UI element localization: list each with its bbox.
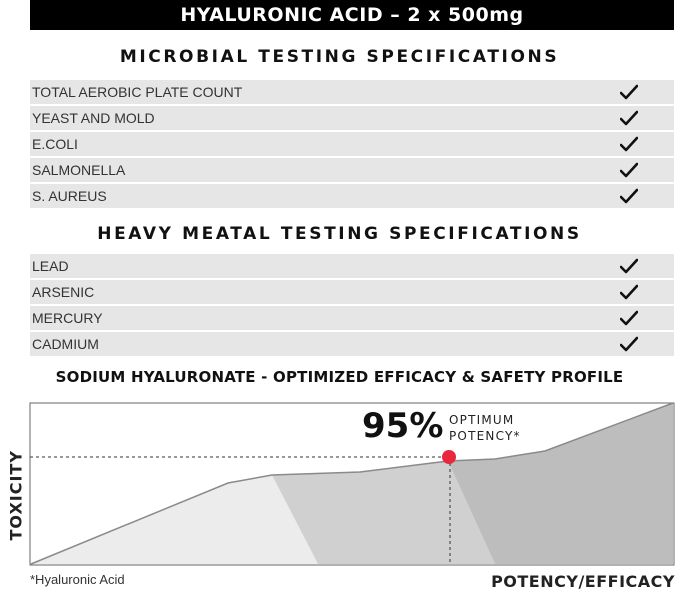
row-label: LEAD	[32, 258, 69, 274]
checkmark-icon	[584, 284, 674, 300]
row-label: CADMIUM	[32, 336, 99, 352]
table-row	[30, 106, 674, 130]
table-row	[30, 80, 674, 104]
checkmark-icon	[584, 110, 674, 126]
row-label: SALMONELLA	[32, 162, 126, 178]
heavy-metal-table	[30, 254, 674, 358]
table-row	[30, 184, 674, 208]
optimum-potency-marker	[442, 450, 456, 464]
checkmark-icon	[584, 336, 674, 352]
checkmark-icon	[584, 136, 674, 152]
table-row	[30, 158, 674, 182]
product-title: HYALURONIC ACID – 2 x 500mg	[180, 4, 524, 26]
checkmark-icon	[584, 258, 674, 274]
table-row	[30, 132, 674, 156]
checkmark-icon	[584, 188, 674, 204]
row-label: E.COLI	[32, 136, 78, 152]
row-label: TOTAL AEROBIC PLATE COUNT	[32, 84, 243, 100]
row-label: S. AUREUS	[32, 188, 107, 204]
potency-value: 95%	[362, 406, 444, 446]
potency-caption	[449, 412, 521, 444]
product-title-bar	[30, 0, 674, 30]
heavy-metal-heading: HEAVY MEATAL TESTING SPECIFICATIONS	[97, 224, 582, 244]
table-row	[30, 332, 674, 356]
footnote: *Hyaluronic Acid	[30, 572, 125, 587]
y-axis-label: TOXICITY	[6, 450, 26, 541]
microbial-heading: MICROBIAL TESTING SPECIFICATIONS	[119, 47, 560, 67]
table-row	[30, 280, 674, 304]
potency-caption-line2: POTENCY*	[449, 429, 521, 443]
table-row	[30, 254, 674, 278]
potency-caption-line1: OPTIMUM	[449, 413, 515, 427]
row-label: YEAST AND MOLD	[32, 110, 155, 126]
checkmark-icon	[584, 84, 674, 100]
efficacy-safety-chart	[0, 395, 679, 592]
microbial-table	[30, 80, 674, 210]
checkmark-icon	[584, 162, 674, 178]
checkmark-icon	[584, 310, 674, 326]
profile-heading: SODIUM HYALURONATE - OPTIMIZED EFFICACY & SAFETY PROFILE	[55, 368, 624, 386]
row-label: ARSENIC	[32, 284, 95, 300]
table-row	[30, 306, 674, 330]
x-axis-label: POTENCY/EFFICACY	[491, 572, 675, 591]
row-label: MERCURY	[32, 310, 103, 326]
